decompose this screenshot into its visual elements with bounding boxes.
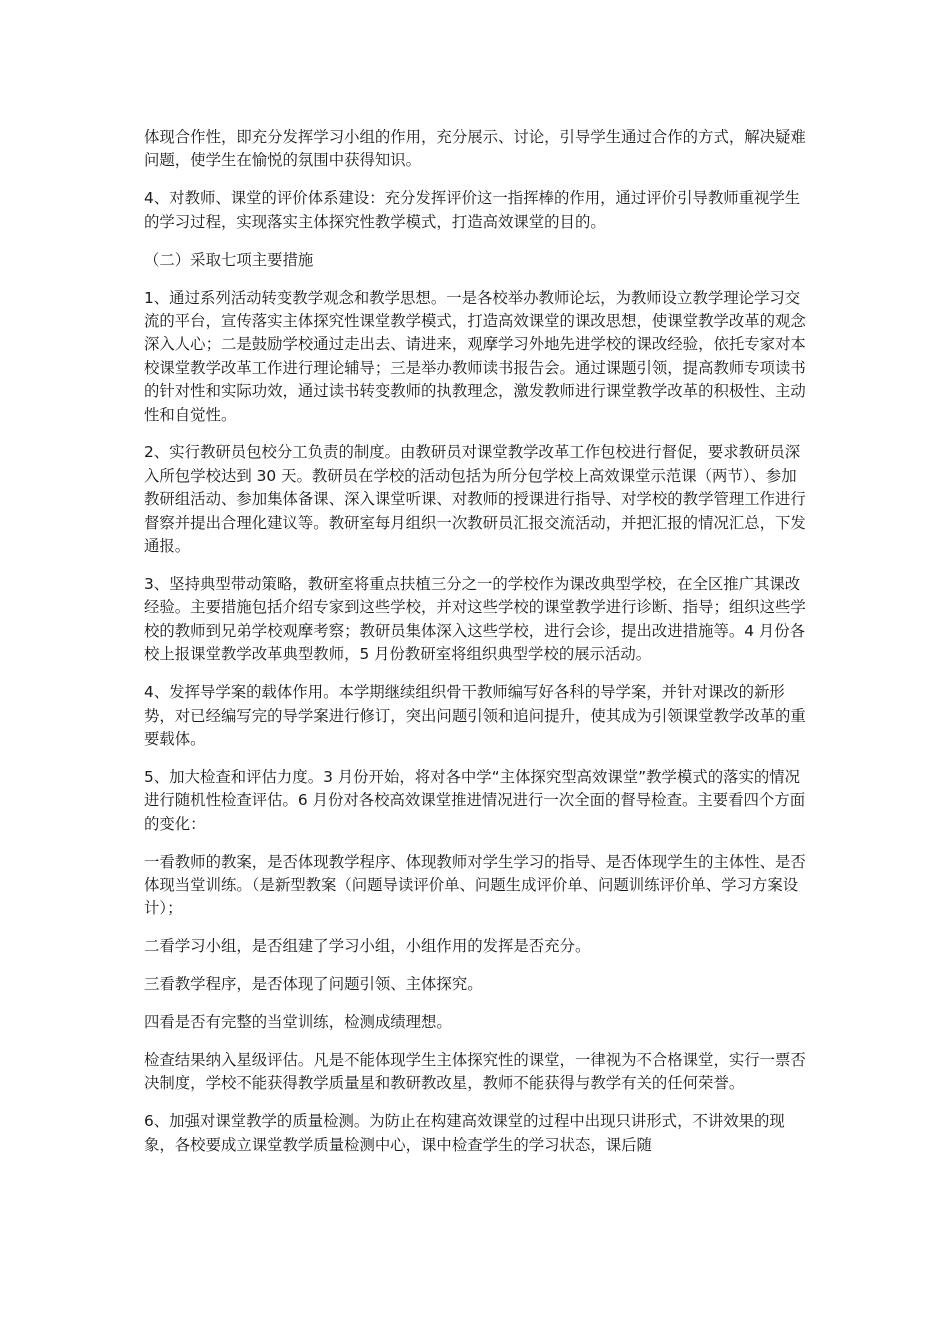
- paragraph-star-rating: 检查结果纳入星级评估。凡是不能体现学生主体探究性的课堂，一律视为不合格课堂，实行一票否决制度，学校不能获得教学质量星和教研教改星，教师不能获得与教学有关的任何荣誉。: [144, 1051, 806, 1093]
- paragraph-measure-3: 3、坚持典型带动策略，教研室将重点扶植三分之一的学校作为课改典型学校，在全区推广其课改经验。主要措施包括介绍专家到这些学校，并对这些学校的课堂教学进行诊断、指导；组织这些学校的教师到兄弟学校观摩考察；教研员集体深入这些学校，进行会诊，提出改进措施等。4 月份各校上报课堂教学改革典型教师，5 月份教研室将组织典型学校的展示活动。: [144, 575, 806, 664]
- paragraph-check-lesson-plans: 一看教师的教案，是否体现教学程序、体现教师对学生学习的指导、是否体现学生的主体性、是否体现当堂训练。（是新型教案（问题导读评价单、问题生成评价单、问题训练评价单、学习方案设计）；: [144, 852, 806, 918]
- paragraph-measure-2: 2、实行教研员包校分工负责的制度。由教研员对课堂教学改革工作包校进行督促，要求教研员深入所包学校达到 30 天。教研员在学校的活动包括为所分包学校上高效课堂示范课（两节）、参加教研组活动、参加集体备课、深入课堂听课、对教师的授课进行指导、对学校的教学管理工作进行督察并提出合理化建议等。教研室每月组织一次教研员汇报交流活动，并把汇报的情况汇总，下发通报。: [144, 443, 806, 556]
- paragraph-cooperation-continued: 体现合作性，即充分发挥学习小组的作用，充分展示、讨论，引导学生通过合作的方式，解决疑难问题，使学生在愉悦的氛围中获得知识。: [144, 128, 806, 170]
- paragraph-evaluation-system: 4、对教师、课堂的评价体系建设：充分发挥评价这一指挥棒的作用，通过评价引导教师重视学生的学习过程，实现落实主体探究性教学模式，打造高效课堂的目的。: [144, 189, 801, 231]
- section-heading-seven-measures: （二）采取七项主要措施: [144, 250, 314, 269]
- paragraph-measure-6: 6、加强对课堂教学的质量检测。为防止在构建高效课堂的过程中出现只讲形式，不讲效果的现象，各校要成立课堂教学质量检测中心，课中检查学生的学习状态，课后随: [144, 1112, 785, 1154]
- paragraph-measure-4: 4、发挥导学案的载体作用。本学期继续组织骨干教师编写好各科的导学案，并针对课改的新形势，对已经编写完的导学案进行修订，突出问题引领和追问提升，使其成为引领课堂教学改革的重要载体。: [144, 683, 806, 748]
- paragraph-check-teaching-procedure: 三看教学程序，是否体现了问题引领、主体探究。: [144, 975, 483, 994]
- paragraph-check-in-class-training: 四看是否有完整的当堂训练，检测成绩理想。: [144, 1013, 452, 1032]
- paragraph-measure-1: 1、通过系列活动转变教学观念和教学思想。一是各校举办教师论坛，为教师设立教学理论学习交流的平台，宣传落实主体探究性课堂教学模式，打造高效课堂的课改思想，使课堂教学改革的观念深入人心；二是鼓励学校通过走出去、请进来，观摩学习外地先进学校的课改经验，依托专家对本校课堂教学改革工作进行理论辅导；三是举办教师读书报告会。通过课题引领，提高教师专项读书的针对性和实际功效，通过读书转变教师的执教理念，激发教师进行课堂教学改革的积极性、主动性和自觉性。: [144, 288, 806, 424]
- document-body: [144, 126, 806, 1172]
- paragraph-measure-5: 5、加大检查和评估力度。3 月份开始，将对各中学“主体探究型高效课堂”教学模式的落实的情况进行随机性检查评估。6 月份对各校高效课堂推进情况进行一次全面的督导检查。主要看四个方面的变化：: [144, 767, 806, 833]
- paragraph-check-study-groups: 二看学习小组，是否组建了学习小组，小组作用的发挥是否充分。: [144, 937, 591, 956]
